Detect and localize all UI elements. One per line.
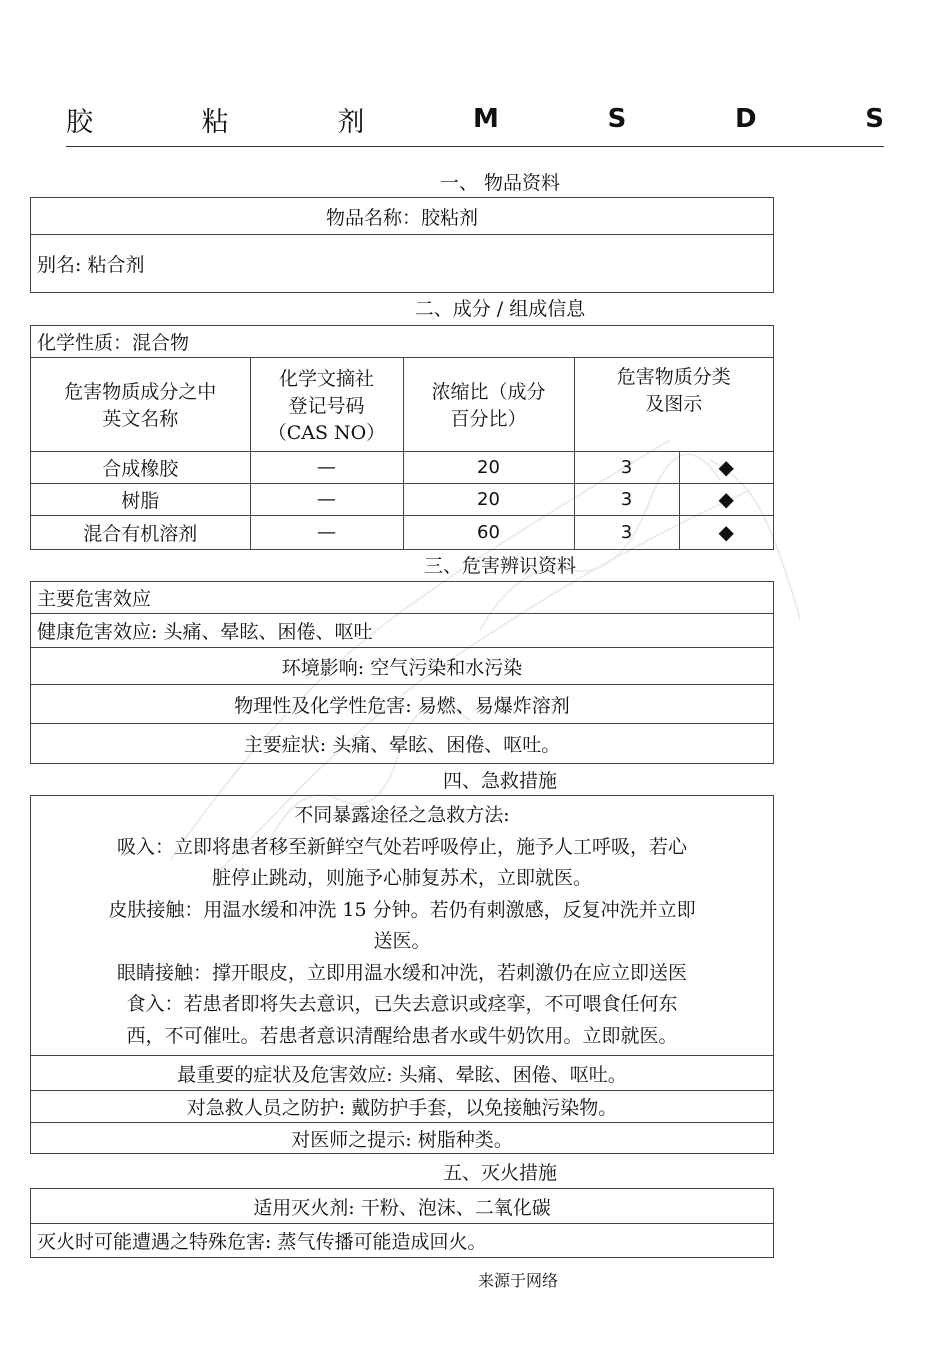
table-header-row [31,358,773,451]
section-3-heading: 三、危害辨识资料 [423,555,576,577]
aid-line: 食入：若患者即将失去意识，已失去意识或痉挛，不可喂食任何东 [126,993,678,1015]
first-aid-row: 对急救人员之防护: 戴防护手套，以免接触污染物。 [31,1091,773,1123]
title-char: M [473,104,499,134]
title-char: S [607,104,627,134]
cell-ratio: 60 [403,515,574,549]
hazard-diamond-icon: ◆ [679,483,773,515]
title-char: S [865,104,884,134]
header-cell-name [31,358,250,451]
header-line: 浓缩比（成分 [431,381,546,404]
header-cell-ratio [403,358,574,451]
section-2-heading: 二、成分 / 组成信息 [414,298,586,320]
header-line: 及图示 [645,393,703,415]
fire-fighting-box [30,1188,774,1258]
header-line: 百分比） [450,408,527,431]
title-char: 胶 [66,106,93,138]
aid-line: 吸入：立即将患者移至新鲜空气处若呼吸停止，施予人工呼吸，若心 [116,835,687,858]
section-4-heading: 四、急救措施 [442,770,557,792]
aid-line: 送医。 [373,930,431,952]
aid-line: 脏停止跳动，则施予心肺复苏术，立即就医。 [211,867,592,889]
aid-line: 皮肤接触：用温水缓和冲洗 15 分钟。若仍有刺激感，反复冲洗并立即 [108,898,696,921]
aid-line: 西，不可催吐。若患者意识清醒给患者水或牛奶饮用。立即就医。 [126,1024,678,1047]
aid-line: 眼睛接触：撑开眼皮，立即用温水缓和冲洗，若刺激仍在应立即送医 [116,961,687,984]
hazard-diamond-icon: ◆ [679,515,773,549]
first-aid-row: 对医师之提示: 树脂种类。 [291,1128,513,1151]
hazard-box [30,581,774,764]
hazard-row: 主要症状: 头痛、晕眩、困倦、呕吐。 [243,734,561,756]
header-line: 危害物质成分之中 [64,381,217,404]
cell-name: 合成橡胶 [31,451,250,483]
aid-line: 不同暴露途径之急救方法: [294,804,510,826]
alias-row: 别名: 粘合剂 [37,254,145,276]
cell-cas: — [250,515,403,549]
first-aid-methods [31,796,773,1056]
composition-box [30,325,774,550]
table-row [31,451,773,483]
title-char: D [734,104,757,134]
title-underline [66,146,884,147]
cell-class: 3 [574,483,679,515]
source-footer: 来源于网络 [477,1271,558,1290]
title-char: 粘 [201,106,229,138]
cell-name: 树脂 [31,483,250,515]
special-hazard-row: 灭火时可能遭遇之特殊危害: 蒸气传播可能造成回火。 [37,1231,487,1253]
first-aid-text [31,796,773,1056]
table-row [31,483,773,515]
cell-name: 混合有机溶剂 [31,515,250,549]
hazard-row: 健康危害效应: 头痛、晕眩、困倦、呕吐 [31,614,773,648]
header-line: （CAS NO） [267,421,386,444]
document-title [66,100,884,138]
section-1-heading: 一、 物品资料 [439,172,561,194]
hazard-row: 物理性及化学性危害: 易燃、易爆炸溶剂 [31,685,773,724]
chemical-nature-row: 化学性质：混合物 [31,326,773,358]
cell-cas: — [250,451,403,483]
hazard-row: 环境影响: 空气污染和水污染 [31,648,773,685]
extinguishing-agent-row: 适用灭火剂: 干粉、泡沫、二氧化碳 [31,1189,773,1224]
cell-ratio: 20 [403,483,574,515]
header-cell-class [574,358,773,451]
item-name-row: 物品名称：胶粘剂 [31,198,773,235]
header-line: 登记号码 [288,394,365,417]
title-char: 剂 [337,106,365,138]
cell-class: 3 [574,515,679,549]
header-cell-cas [250,358,403,451]
section-5-heading: 五、灭火措施 [442,1162,557,1184]
hazard-row: 主要危害效应 [31,582,773,614]
header-line: 化学文摘社 [278,367,374,390]
cell-class: 3 [574,451,679,483]
hazard-diamond-icon: ◆ [679,451,773,483]
header-line: 英文名称 [102,408,179,431]
cell-cas: — [250,483,403,515]
cell-ratio: 20 [403,451,574,483]
table-row [31,515,773,549]
first-aid-row: 最重要的症状及危害效应: 头痛、晕眩、困倦、呕吐。 [31,1056,773,1091]
section-1-box [30,197,774,293]
composition-table [31,358,773,549]
header-line: 危害物质分类 [616,366,731,388]
first-aid-box [30,795,774,1154]
